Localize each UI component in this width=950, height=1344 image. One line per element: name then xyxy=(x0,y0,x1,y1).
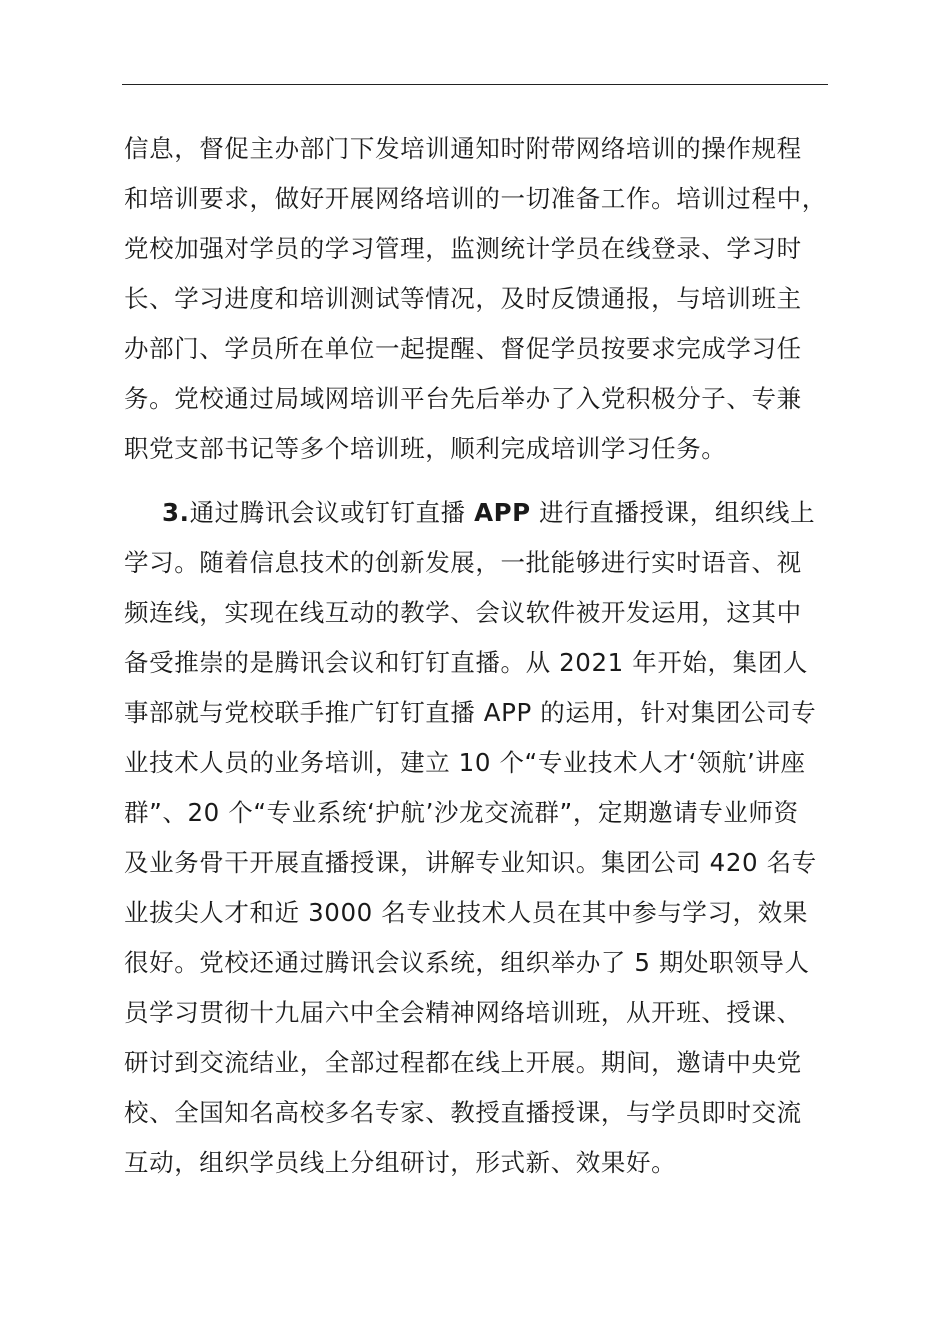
section-heading-line xyxy=(124,488,828,538)
text-line: 职党支部书记等多个培训班，顺利完成培训学习任务。 xyxy=(124,434,727,463)
text-line: 长、学习进度和培训测试等情况，及时反馈通报，与培训班主 xyxy=(124,284,802,313)
text-line: 党校加强对学员的学习管理，监测统计学员在线登录、学习时 xyxy=(124,234,802,263)
text-line: 群”、20 个“专业系统‘护航’沙龙交流群”，定期邀请专业师资 xyxy=(124,798,799,827)
section-number: 3. xyxy=(162,498,190,527)
paragraph-2 xyxy=(124,488,828,1188)
text-line: 互动，组织学员线上分组研讨，形式新、效果好。 xyxy=(124,1148,677,1177)
text-line: 很好。党校还通过腾讯会议系统，组织举办了 5 期处职领导人 xyxy=(124,948,810,977)
text-line: 信息，督促主办部门下发培训通知时附带网络培训的操作规程 xyxy=(124,134,802,163)
text-line: 事部就与党校联手推广钉钉直播 APP 的运用，针对集团公司专 xyxy=(124,698,817,727)
text-line: 办部门、学员所在单位一起提醒、督促学员按要求完成学习任 xyxy=(124,334,802,363)
text-line: 校、全国知名高校多名专家、教授直播授课，与学员即时交流 xyxy=(124,1098,802,1127)
text-line: 和培训要求，做好开展网络培训的一切准备工作。培训过程中， xyxy=(124,184,827,213)
text-line: 业技术人员的业务培训，建立 10 个“专业技术人才‘领航’讲座 xyxy=(124,748,806,777)
text-line: 备受推崇的是腾讯会议和钉钉直播。从 2021 年开始，集团人 xyxy=(124,648,808,677)
text-line: 及业务骨干开展直播授课，讲解专业知识。集团公司 420 名专 xyxy=(124,848,817,877)
header-rule xyxy=(122,84,828,85)
text-line: 学习。随着信息技术的创新发展，一批能够进行实时语音、视 xyxy=(124,548,802,577)
text-line: 员学习贯彻十九届六中全会精神网络培训班，从开班、授课、 xyxy=(124,998,802,1027)
heading-text-a: 通过腾讯会议或钉钉直播 xyxy=(189,498,466,527)
heading-app: APP xyxy=(474,498,531,527)
text-line: 业拔尖人才和近 3000 名专业技术人员在其中参与学习，效果 xyxy=(124,898,808,927)
text-line: 频连线，实现在线互动的教学、会议软件被开发运用，这其中 xyxy=(124,598,802,627)
text-line: 务。党校通过局域网培训平台先后举办了入党积极分子、专兼 xyxy=(124,384,802,413)
paragraph-1 xyxy=(124,124,828,474)
text-line: 研讨到交流结业，全部过程都在线上开展。期间，邀请中央党 xyxy=(124,1048,802,1077)
heading-text-b: 进行直播授课，组织线上 xyxy=(539,498,816,527)
